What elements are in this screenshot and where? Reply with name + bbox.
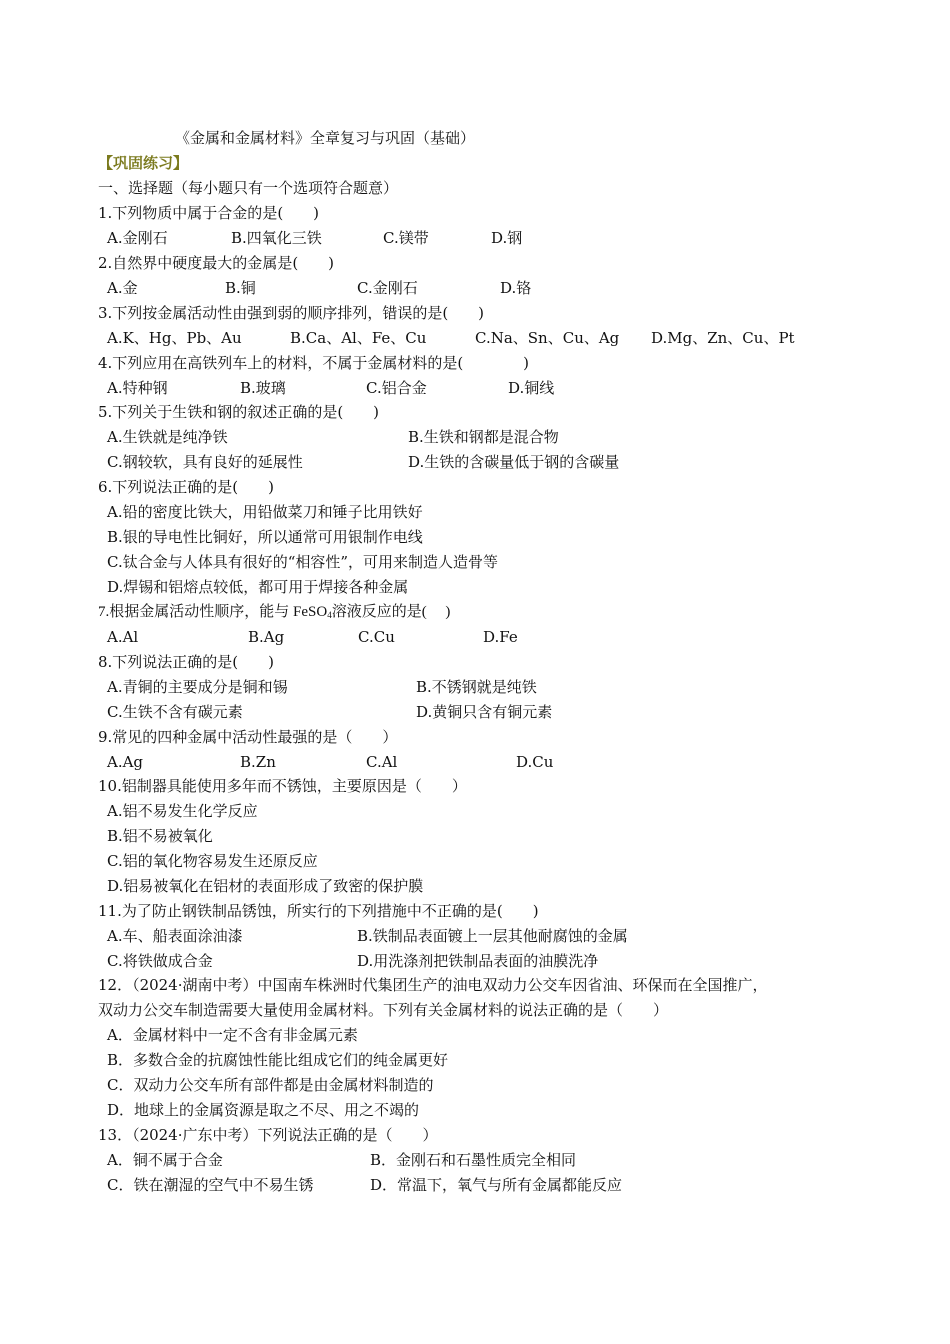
- question-12-stem: 12．（2024·湖南中考）中国南车株洲时代集团生产的油电双动力公交车因省油、环保而在全国推广，: [98, 976, 768, 994]
- question-2-stem: 2.自然界中硬度最大的金属是( ): [98, 254, 335, 272]
- question-4-stem: 4.下列应用在高铁列车上的材料，不属于金属材料的是( ): [98, 354, 530, 372]
- question-5-option-b: B.生铁和钢都是混合物: [408, 428, 559, 446]
- question-1-option-c: C.镁带: [383, 229, 429, 247]
- question-8-option-d: D.黄铜只含有铜元素: [416, 703, 553, 721]
- question-5-option-a: A.生铁就是纯净铁: [107, 428, 228, 446]
- question-8-stem: 8.下列说法正确的是( ): [98, 653, 275, 671]
- question-1-stem: 1.下列物质中属于合金的是( ): [98, 204, 320, 222]
- question-6-stem: 6.下列说法正确的是( ): [98, 478, 275, 496]
- question-1-option-b: B.四氧化三铁: [231, 229, 322, 247]
- question-8-option-c: C.生铁不含有碳元素: [107, 703, 243, 721]
- question-7-stem-subscript: 4: [327, 610, 332, 620]
- question-5-option-d: D.生铁的含碳量低于钢的含碳量: [408, 453, 620, 471]
- question-4-option-d: D.铜线: [508, 379, 555, 397]
- question-10-stem: 10.铝制器具能使用多年而不锈蚀，主要原因是（ ）: [98, 777, 467, 795]
- question-12-option-a: A．金属材料中一定不含有非金属元素: [107, 1026, 358, 1044]
- question-3-option-a: A.K、Hg、Pb、Au: [107, 329, 242, 347]
- question-8-option-a: A.青铜的主要成分是铜和锡: [107, 678, 288, 696]
- question-13-stem: 13．（2024·广东中考）下列说法正确的是（ ）: [98, 1126, 438, 1144]
- question-7-option-d: D.Fe: [483, 628, 518, 646]
- question-3-option-b: B.Ca、Al、Fe、Cu: [290, 329, 427, 347]
- question-12-option-c: C．双动力公交车所有部件都是由金属材料制造的: [107, 1076, 434, 1094]
- question-12-stem-continued: 双动力公交车制造需要大量使用金属材料。下列有关金属材料的说法正确的是（ ）: [98, 1001, 669, 1019]
- document-title: 《金属和金属材料》全章复习与巩固（基础）: [175, 129, 476, 147]
- question-5-option-c: C.钢较软，具有良好的延展性: [107, 453, 303, 471]
- question-7-option-c: C.Cu: [358, 628, 395, 646]
- question-4-option-a: A.特种钢: [107, 379, 168, 397]
- question-2-option-b: B.铜: [225, 279, 256, 297]
- question-11-option-a: A.车、船表面涂油漆: [107, 927, 243, 945]
- question-3-option-d: D.Mg、Zn、Cu、Pt: [651, 329, 795, 347]
- question-8-option-b: B.不锈钢就是纯铁: [416, 678, 537, 696]
- question-2-option-c: C.金刚石: [357, 279, 418, 297]
- question-6-option-d: D.焊锡和铝熔点较低，都可用于焊接各种金属: [107, 578, 409, 596]
- question-7-option-a: A.Al: [107, 628, 139, 646]
- question-13-option-a: A．铜不属于合金: [107, 1151, 223, 1169]
- section-heading: 【巩固练习】: [98, 154, 189, 172]
- question-2-option-d: D.铬: [500, 279, 532, 297]
- question-10-option-a: A.铝不易发生化学反应: [107, 802, 258, 820]
- question-10-option-c: C.铝的氧化物容易发生还原反应: [107, 852, 318, 870]
- question-3-option-c: C.Na、Sn、Cu、Ag: [475, 329, 620, 347]
- question-4-option-b: B.玻璃: [240, 379, 286, 397]
- question-11-stem: 11.为了防止钢铁制品锈蚀，所实行的下列措施中不正确的是( ): [98, 902, 539, 920]
- question-7-stem: [98, 602, 450, 625]
- question-7-stem-suffix: 溶液反应的是( ): [331, 604, 451, 620]
- question-13-option-d: D．常温下，氧气与所有金属都能反应: [370, 1176, 623, 1194]
- question-9-stem: 9.常见的四种金属中活动性最强的是（ ）: [98, 728, 398, 746]
- question-5-stem: 5.下列关于生铁和钢的叙述正确的是( ): [98, 403, 380, 421]
- question-1-option-a: A.金刚石: [107, 229, 168, 247]
- question-9-option-a: A.Ag: [107, 753, 144, 771]
- question-13-option-b: B．金刚石和石墨性质完全相同: [370, 1151, 577, 1169]
- question-9-option-c: C.Al: [366, 753, 398, 771]
- question-3-stem: 3.下列按金属活动性由强到弱的顺序排列，错误的是( ): [98, 304, 485, 322]
- question-9-option-b: B.Zn: [240, 753, 276, 771]
- question-10-option-b: B.铝不易被氧化: [107, 827, 213, 845]
- question-13-option-c: C．铁在潮湿的空气中不易生锈: [107, 1176, 314, 1194]
- question-2-option-a: A.金: [107, 279, 138, 297]
- question-6-option-c: C.钛合金与人体具有很好的“相容性”，可用来制造人造骨等: [107, 553, 499, 571]
- question-9-option-d: D.Cu: [516, 753, 554, 771]
- question-12-option-d: D．地球上的金属资源是取之不尽、用之不竭的: [107, 1101, 420, 1119]
- question-6-option-b: B.银的导电性比铜好，所以通常可用银制作电线: [107, 528, 423, 546]
- question-10-option-d: D.铝易被氧化在铝材的表面形成了致密的保护膜: [107, 877, 424, 895]
- question-6-option-a: A.铅的密度比铁大，用铅做菜刀和锤子比用铁好: [107, 503, 423, 521]
- part-heading: 一、选择题（每小题只有一个选项符合题意）: [98, 179, 399, 197]
- question-7-stem-prefix: 7.根据金属活动性顺序，能与 FeSO: [98, 604, 328, 620]
- question-1-option-d: D.钢: [491, 229, 523, 247]
- question-7-option-b: B.Ag: [248, 628, 285, 646]
- question-4-option-c: C.铝合金: [366, 379, 427, 397]
- question-12-option-b: B．多数合金的抗腐蚀性能比组成它们的纯金属更好: [107, 1051, 449, 1069]
- question-11-option-d: D.用洗涤剂把铁制品表面的油膜洗净: [357, 952, 599, 970]
- question-11-option-b: B.铁制品表面镀上一层其他耐腐蚀的金属: [357, 927, 628, 945]
- question-11-option-c: C.将铁做成合金: [107, 952, 213, 970]
